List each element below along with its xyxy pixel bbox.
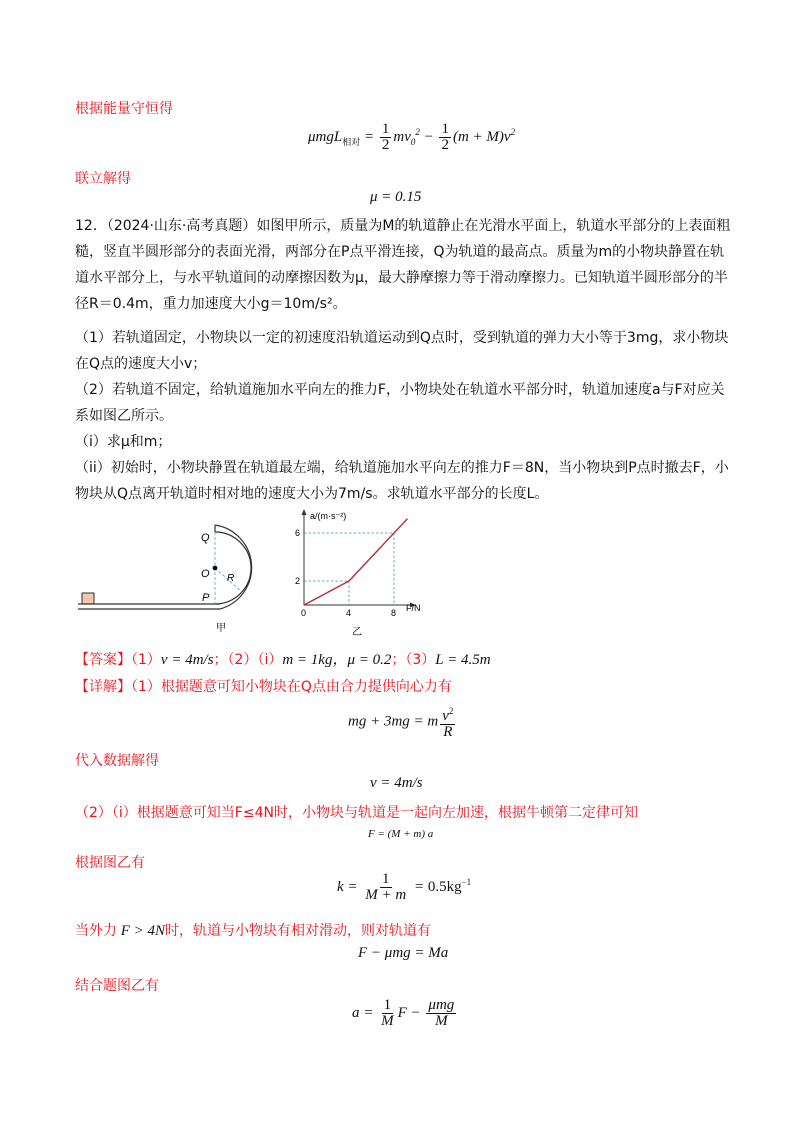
answer-label: 【答案】 [75, 652, 131, 668]
newton-equation: F = (M + m) a [368, 828, 434, 840]
label-r: R [227, 573, 235, 584]
by-graph-text: 根据图乙有 [75, 855, 145, 871]
question-2-i: （i）求μ和m； [75, 434, 172, 450]
detail-2-text: （2）（i）根据题意可知当F≤4N时，小物块与轨道是一起向左加速，根据牛顿第二定律可知 [75, 805, 638, 821]
answer-mu: ，μ = 0.2 [332, 652, 392, 668]
answer-l: L = 4.5m [435, 652, 491, 668]
answer-m: m = 1kg [282, 652, 333, 668]
energy-conservation-text: 根据能量守恒得 [75, 101, 173, 117]
caption-jia: 甲 [216, 623, 226, 634]
y-tick-label: 6 [295, 528, 301, 538]
combine-text: 结合题图乙有 [75, 978, 159, 994]
answer-part-2: ；（2）（i） [213, 652, 283, 668]
v-result: v = 4m/s [370, 775, 423, 791]
problem-12-statement: 12．（2024·山东·高考真题）如图甲所示，质量为M的轨道静止在光滑水平面上，轨道水平部分的上表面粗糙，竖直半圆形部分的表面光滑，两部分在P点平滑连接，Q为轨道的最高点。质量为m的小物块静置在轨道水平部分上，与水平轨道间的动摩擦因数为μ，最大静摩擦力等于滑动摩擦力。已知轨道半圆形部分的半径R＝0.4m，重力加速度大小g＝10m/s²。 [75, 218, 731, 312]
answer-v: v = 4m/s [160, 652, 214, 668]
x-axis-label: F/N [406, 603, 421, 613]
center-point [213, 566, 218, 571]
detail-label: 【详解】 [75, 679, 131, 695]
joint-solve-text: 联立解得 [75, 171, 131, 187]
series-line [304, 519, 408, 605]
external-force-line: 当外力 F > 4N时，轨道与小物块有相对滑动，则对轨道有 [75, 923, 432, 939]
question-2-ii: （ii）初始时，小物块静置在轨道最左端，给轨道施加水平向左的推力F＝8N，当小物块到P点时撤去F，小物块从Q点离开轨道时相对地的速度大小为7m/s。求轨道水平部分的长度L。 [75, 460, 729, 502]
question-1: （1）若轨道固定，小物块以一定的初速度沿轨道运动到Q点时，受到轨道的弹力大小等于3mg，求小物块在Q点的速度大小v； [75, 330, 729, 372]
substitute-text: 代入数据解得 [75, 753, 159, 769]
x-tick-label: 8 [391, 608, 397, 618]
question-2: （2）若轨道不固定，给轨道施加水平向左的推力F，小物块处在轨道水平部分时，轨道加速度a与F对应关系如图乙所示。 [75, 382, 725, 424]
detail-line-1 [75, 676, 452, 696]
y-axis-label: a/(m·s⁻²) [310, 511, 347, 521]
y-tick-label: 2 [295, 576, 301, 586]
answer-part-3: ；（3） [391, 652, 436, 668]
final-equation: a = $\frac{1}{M}$ F − $\frac{\text{μmg}}{M}$ [352, 997, 455, 1029]
x-tick-label: 0 [301, 608, 307, 618]
answer-line [75, 648, 491, 669]
label-p: P [202, 592, 210, 604]
small-block [82, 593, 94, 604]
label-q: Q [201, 532, 210, 544]
detail-1-text: （1）根据题意可知小物块在Q点由合力提供向心力有 [131, 679, 452, 695]
centripetal-equation: mg + 3mg = m $\frac{v^2}{R}$ [348, 706, 454, 740]
ext-force-b: 时，轨道与小物块有相对滑动，则对轨道有 [165, 923, 432, 939]
figure-yi-chart [280, 505, 430, 640]
x-tick-label: 4 [346, 608, 352, 618]
slope-equation: k = $\frac{1}{M + m}$ = $0.5kg^{-1}$ [337, 871, 472, 903]
relative-slide-equation: F − μmg = Ma [358, 945, 449, 961]
mu-result: μ = 0.15 [370, 189, 422, 205]
figure-jia-track [70, 505, 270, 640]
label-o: O [201, 568, 210, 580]
answer-part-1: （1） [131, 652, 161, 668]
ext-force-a: 当外力 [75, 923, 117, 939]
energy-equation: μmgL$_{相对}$ = $\frac{1}{2}$ $mv_0^2$ − $\frac{1}{2}$ $(m + M)v^2$ [308, 121, 516, 153]
caption-yi: 乙 [352, 627, 362, 638]
